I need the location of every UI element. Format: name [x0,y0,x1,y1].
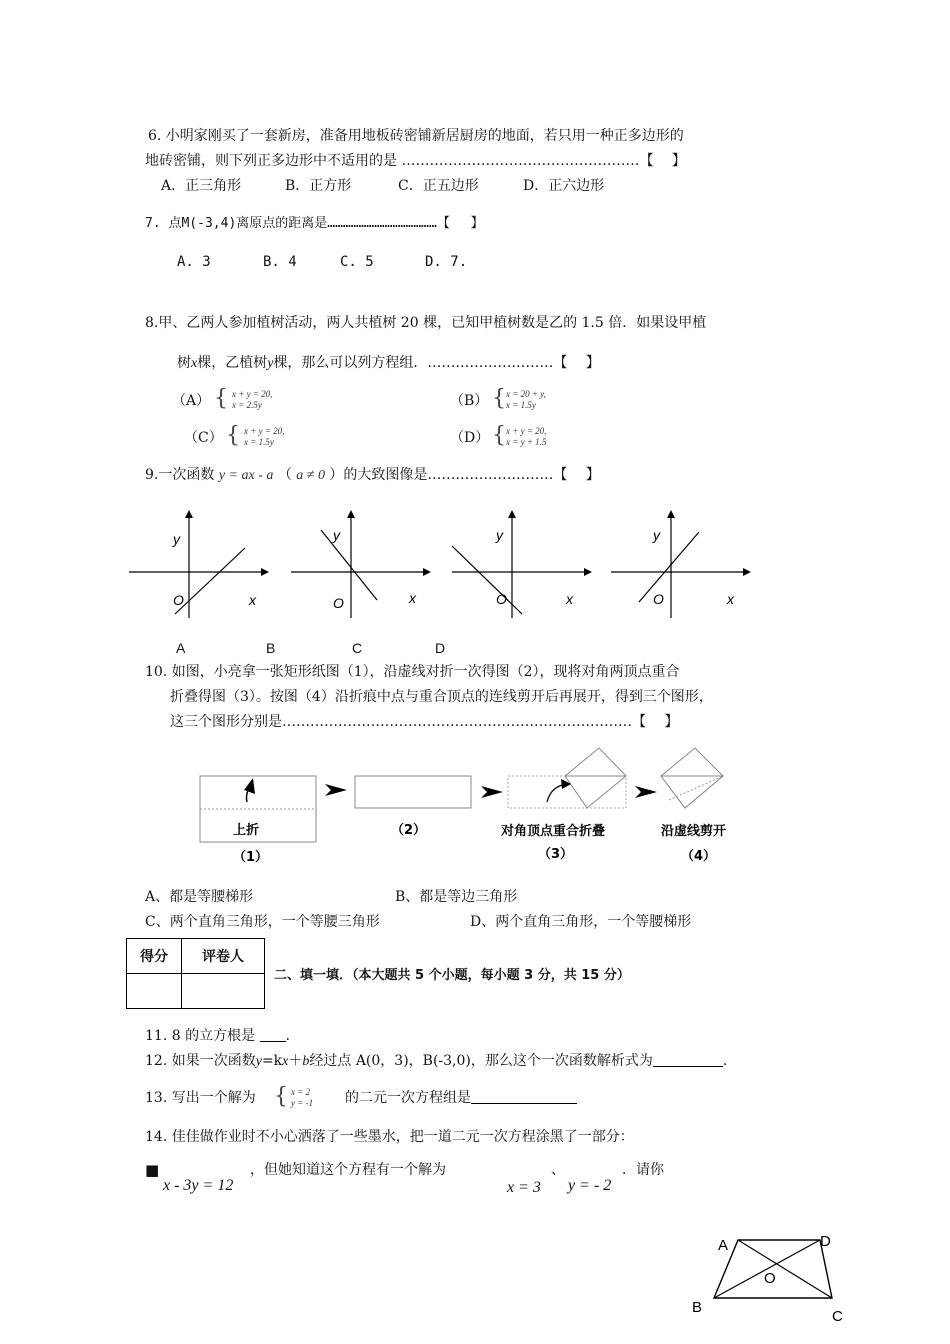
q8-brace-a: { [214,386,228,411]
arrow-right-icon [481,786,503,798]
q13-eq2: y = -1 [291,1098,314,1108]
svg-text:x: x [566,591,573,607]
svg-text:O: O [333,595,344,611]
q10-option-b: B、都是等边三角形 [395,889,518,905]
x-label: x [249,592,256,608]
q9-graph-a [125,510,265,620]
q8-brace-c: { [226,423,240,448]
fig2-rect [355,776,471,808]
q8-option-c-label: （C） [184,430,223,446]
fig2-number: （2） [391,823,427,838]
q8-option-a-eq1: x + y = 20, [232,389,273,399]
vertex-b: B [692,1299,703,1316]
fig4-text: 沿虚线剪开 [661,824,727,839]
q14-solution-x: x = 3 [507,1179,541,1196]
q8-option-d-label: （D） [450,430,490,446]
q7-option-b: B. 4 [263,254,297,270]
fig3-folded-flap [565,748,626,808]
grader-cell [182,974,265,1009]
q10-line1: 10. 如图，小亮拿一张矩形纸图（1），沿虚线对折一次得图（2），现将对角两顶点重合 [145,664,680,680]
q8-option-b-eq2: x = 1.5y [506,400,536,410]
q6-option-c: C．正五边形 [398,178,479,194]
q14-separator: 、 [551,1162,565,1178]
q9-stem: 9.一次函数 y = ax - a （ a ≠ 0 ）的大致图像是………………………【 】 [145,467,600,483]
q8-option-c-eq1: x + y = 20, [244,426,285,436]
diagonal-ac [738,1240,832,1298]
q6-option-a: A．正三角形 [161,178,242,194]
q10-option-d: D、两个直角三角形，一个等腰梯形 [470,914,692,930]
q8-option-a-eq2: x = 2.5y [232,400,262,410]
section2-title: 二、填一填．（本大题共 5 个小题，每小题 3 分，共 15 分） [274,968,630,983]
fig3-text: 对角顶点重合折叠 [501,824,606,839]
q9-letter-a: A [176,640,186,656]
svg-text:y: y [496,527,503,543]
score-cell [127,974,182,1009]
svg-text:y: y [653,527,660,543]
arrow-right-icon [325,784,347,796]
q14-ink-square: ■ [145,1161,160,1179]
q9-graph-d [607,510,747,620]
function-line [639,532,699,602]
q7-stem: 7. 点M(-3,4)离原点的距离是……………………………………【 】 [145,216,484,231]
q13-eq1: x = 2 [291,1087,311,1097]
q14-line1: 14. 佳佳做作业时不小心洒落了一些墨水，把一道二元一次方程涂黑了一部分： [145,1129,634,1145]
q14-end-text: ．请你 [622,1162,664,1178]
fig4-number: （4） [681,849,717,864]
q8-brace-b: { [492,386,506,411]
q8-option-d-eq2: x = y + 1.5 [506,437,547,447]
q9-letter-d: D [435,640,446,656]
q6-option-d: D．正六边形 [523,178,605,194]
q10-folding-figure [195,742,755,872]
function-line [321,530,377,600]
vertex-a: A [718,1237,729,1254]
q7-option-d: D. 7. [425,254,468,270]
q14-solution-y: y = - 2 [568,1177,612,1194]
grader-header: 评卷人 [182,939,265,974]
q12-blank [653,1052,723,1067]
q13-prefix: 13. 写出一个解为 [145,1090,256,1106]
vertex-d: D [820,1233,831,1250]
q9-graph-c [448,510,588,620]
q7-option-c: C. 5 [340,254,374,270]
fig1-number: （1） [233,850,269,865]
q10-option-a: A、都是等腰梯形 [145,889,254,905]
diagonal-bd [714,1240,820,1298]
q8-line2: 树x棵，乙植树y棵，那么可以列方程组．………………………【 】 [177,355,600,371]
q9-letter-b: B [266,640,276,656]
q8-option-b-label: （B） [450,393,489,409]
q9-letter-c: C [352,640,363,656]
q6-line1: 6. 小明家刚买了一套新房，准备用地板砖密铺新居厨房的地面，若只用一种正多边形的 [148,128,684,144]
center-o: O [764,1270,776,1287]
q12: 12. 如果一次函数y=kx＋b经过点 A(0，3)，B(-3,0)，那么这个一次函数解析式为 . [145,1053,728,1069]
svg-text:x: x [409,590,416,606]
y-label: y [173,531,180,547]
q8-option-d-eq1: x + y = 20, [506,426,547,436]
q8-line1: 8.甲、乙两人参加植树活动，两人共植树 20 棵，已知甲植树数是乙的 1.5 倍．如果设甲植 [145,315,707,331]
svg-text:y: y [333,527,340,543]
q9-graph-b [287,510,427,620]
svg-text:O: O [653,591,664,607]
q6-option-b: B．正方形 [285,178,352,194]
q8-option-b-eq1: x = 20 + y, [506,389,546,399]
q8-brace-d: { [492,423,506,448]
q7-option-a: A. 3 [177,254,211,270]
origin-label: O [173,592,184,608]
score-table [126,938,265,1009]
function-line [175,548,245,614]
fig3-number: （3） [538,847,574,862]
q8-option-a-label: （A） [172,393,211,409]
q13-blank [471,1089,577,1104]
q13-brace: { [274,1084,288,1109]
arrow-right-icon [635,786,657,798]
q10-option-c: C、两个直角三角形，一个等腰三角形 [145,914,380,930]
q11-blank [260,1027,286,1042]
q14-mid-text: ，但她知道这个方程有一个解为 [250,1162,446,1178]
q10-line3: 这三个图形分别是…………………………………………………………………【 】 [170,714,679,730]
fig1-text: 上折 [233,823,260,838]
q14-equation: x - 3y = 12 [163,1177,234,1194]
svg-text:O: O [496,591,507,607]
q10-line2: 折叠得图（3）。按图（4）沿折痕中点与重合顶点的连线剪开后再展开，得到三个图形， [170,689,713,705]
q6-line2: 地砖密铺，则下列正多边形中不适用的是 ……………………………………………【 】 [145,153,686,169]
vertex-c: C [832,1308,843,1325]
trapezoid-figure [690,1228,860,1338]
q13-suffix: 的二元一次方程组是 [345,1088,577,1108]
trapezoid-shape [714,1240,832,1298]
svg-text:x: x [727,591,734,607]
q11: 11. 8 的立方根是 . [145,1028,290,1044]
score-header: 得分 [127,939,182,974]
q8-option-c-eq2: x = 1.5y [244,437,274,447]
